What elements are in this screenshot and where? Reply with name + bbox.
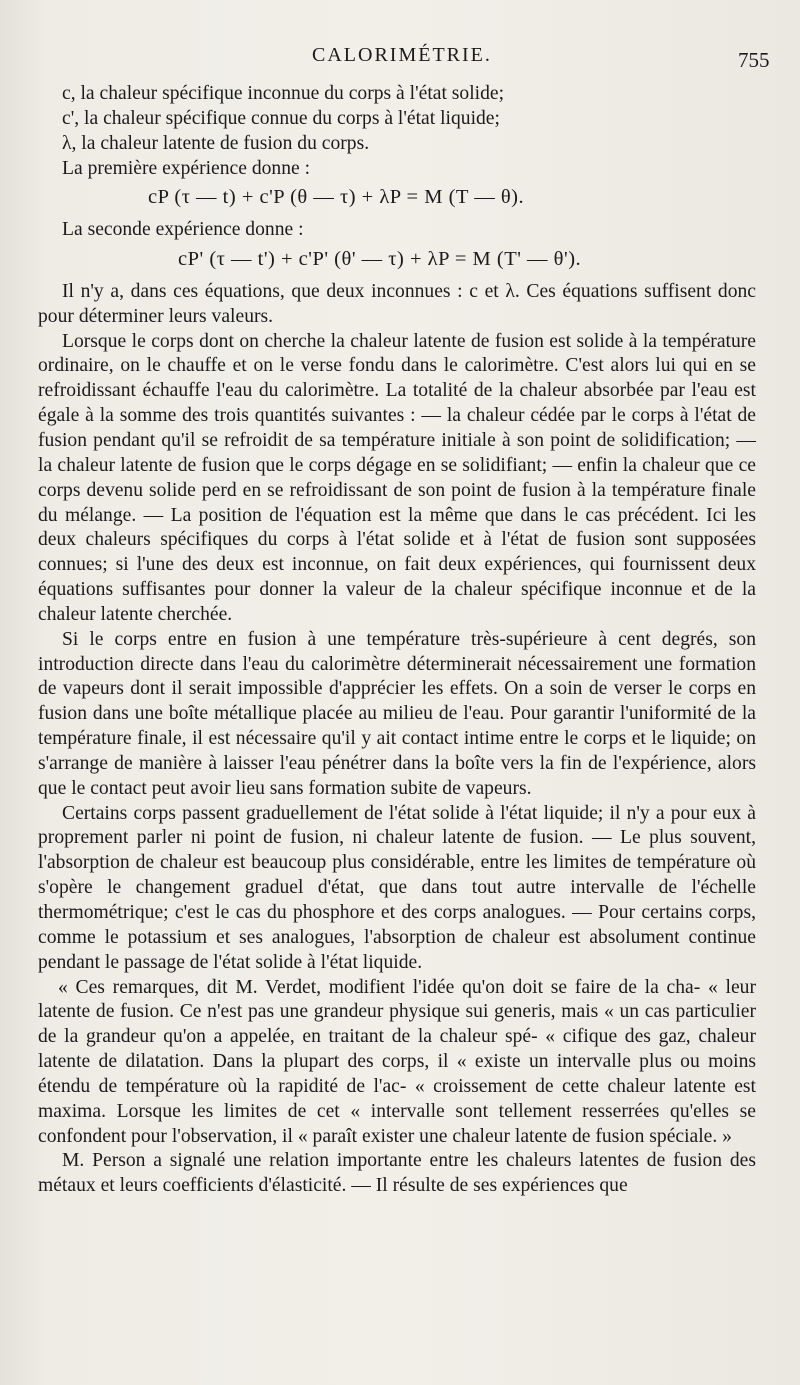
paragraph-gradual-fusion: Certains corps passent graduellement de l'état solide à l'état liquide; il n'y a pour eux à proprement parler ni point de fusion, ni chaleur latente de fusion. — Le plus souvent, l'absorption de chaleur est beaucoup plus considérable, entre les limites de température où s'opère le changement graduel d'état, que dans tout autre intervalle de l'échelle thermométrique; c'est le cas du phosphore et des corps analogues. — Pour certains corps, comme le potassium et ses analogues, l'absorption de chaleur est absolument continue pendant le passage de l'état solide à l'état liquide. bbox=[38, 802, 756, 973]
definition-c: c, la chaleur spécifique inconnue du corps à l'état solide; bbox=[62, 83, 505, 104]
paragraph-unknowns: Il n'y a, dans ces équations, que deux inconnues : c et λ. Ces équations suffisent donc pour déterminer leurs valeurs. bbox=[38, 280, 756, 327]
equation-2: cP' (τ — t') + c'P' (θ' — τ) + λP = M (T' — θ'). bbox=[178, 248, 582, 271]
definition-c-prime: c', la chaleur spécifique connue du corps à l'état liquide; bbox=[62, 107, 500, 129]
equation-1: cP (τ — t) + c'P (θ — τ) + λP = M (T — θ). bbox=[148, 186, 525, 209]
running-title: CALORIMÉTRIE. bbox=[312, 44, 492, 66]
page-header bbox=[0, 44, 800, 74]
second-experience-label: La seconde expérience donne : bbox=[62, 219, 304, 241]
paragraph-solid-body: Lorsque le corps dont on cherche la chaleur latente de fusion est solide à la température ordinaire, on le chauffe et on le verse fondu dans le calorimètre. C'est alors lui qui en se refroidissant échauffe l'eau du calorimètre. La totalité de la chaleur absorbée par l'eau est égale à la somme des trois quantités suivantes : — la chaleur cédée par le corps à l'état de fusion pendant qu'il se refroidit de sa température initiale à son point de solidification; — la chaleur latente de fusion que le corps dégage en se solidifiant; — enfin la chaleur que ce corps devenu solide perd en se refroidissant de son point de fusion à la température finale du mélange. — La position de l'équation est la même que dans le cas précédent. Ici les deux chaleurs spécifiques du corps à l'état solide et à l'état de fusion sont supposées connues; si l'une des deux est inconnue, on fait deux expériences, qui fournissent deux équations suffisantes pour donner la valeur de la chaleur spécifique inconnue et de la chaleur latente cherchée. bbox=[38, 330, 756, 625]
body-text bbox=[38, 82, 756, 1199]
first-experience-label: La première expérience donne : bbox=[62, 157, 311, 179]
definition-lambda: λ, la chaleur latente de fusion du corps. bbox=[62, 132, 370, 154]
paragraph-person: M. Person a signalé une relation importante entre les chaleurs latentes de fusion des métaux et leurs coefficients d'élasticité. — Il résulte de ses expériences que bbox=[38, 1150, 756, 1197]
page-number: 755 bbox=[738, 48, 770, 72]
paragraph-verdet-quote: « Ces remarques, dit M. Verdet, modifient l'idée qu'on doit se faire de la cha- « leur latente de fusion. Ce n'est pas une grandeur physique sui generis, mais « un cas particulier de la grandeur qu'on a appelée, en traitant de la chaleur spé- « cifique des gaz, chaleur latente de dilatation. Dans la plupart des corps, il « existe un intervalle plus ou moins étendu de température où la rapidité de l'ac- « croissement de cette chaleur latente est maxima. Lorsque les limites de cet « intervalle sont tellement resserrées qu'elles se confondent pour l'observation, il « paraît exister une chaleur latente de fusion spéciale. » bbox=[38, 976, 756, 1147]
paragraph-high-temperature: Si le corps entre en fusion à une température très-supérieure à cent degrés, son introduction directe dans l'eau du calorimètre déterminerait nécessairement une formation de vapeurs dont il serait impossible d'apprécier les effets. On a soin de verser le corps en fusion dans une boîte métallique placée au milieu de l'eau. Pour garantir l'uniformité de la température finale, il est nécessaire qu'il y ait contact intime entre le corps et le liquide; on s'arrange de manière à laisser l'eau pénétrer dans la boîte vers la fin de l'expérience, alors que le contact peut avoir lieu sans formation subite de vapeurs. bbox=[38, 628, 756, 799]
